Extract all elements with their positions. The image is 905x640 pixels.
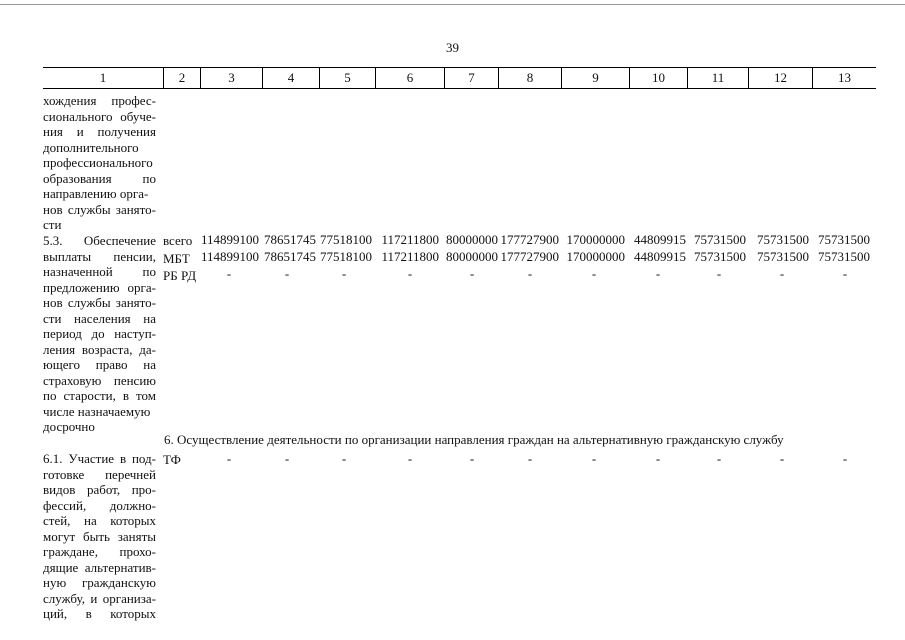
cell-dash: - (591, 451, 597, 466)
cell-dash: - (655, 451, 661, 466)
cell-dash: - (226, 451, 232, 466)
header-col-8: 8 (498, 68, 561, 88)
cell-dash: - (842, 266, 848, 281)
cell-dash: - (226, 266, 232, 281)
cell-dash: - (469, 451, 475, 466)
cell-dash: - (591, 266, 597, 281)
cell-value: 75731500 (757, 232, 809, 247)
cell-value: 177727900 (500, 232, 559, 247)
item-continued-text: хождения профес- сионального обуче- ния и получения дополнительного профессионального образования по направлению орга- нов службы занято- сти (43, 93, 156, 232)
cell-value: 114899100 (200, 232, 259, 247)
item-5-3-sources: всего МБТ РБ РД (163, 233, 197, 283)
cell-value: 170000000 (566, 249, 625, 264)
cell-value: 77518100 (320, 249, 372, 264)
header-col-7: 7 (444, 68, 498, 88)
cell-dash: - (341, 266, 347, 281)
header-col-10: 10 (629, 68, 687, 88)
cell-value: 117211800 (381, 232, 439, 247)
header-col-3: 3 (200, 68, 262, 88)
item-6-1-source: ТФ (163, 452, 181, 467)
cell-value: 77518100 (320, 232, 372, 247)
cell-value: 44809915 (634, 249, 686, 264)
cell-dash: - (716, 451, 722, 466)
cell-dash: - (527, 266, 533, 281)
cell-dash: - (284, 451, 290, 466)
header-col-5: 5 (319, 68, 375, 88)
header-col-11: 11 (687, 68, 748, 88)
header-col-6: 6 (375, 68, 444, 88)
cell-value: 75731500 (694, 232, 746, 247)
cell-dash: - (469, 266, 475, 281)
cell-value: 80000000 (446, 249, 498, 264)
cell-dash: - (407, 266, 413, 281)
cell-dash: - (842, 451, 848, 466)
cell-dash: - (527, 451, 533, 466)
table-header-row (43, 67, 876, 89)
item-5-3-text: 5.3. Обеспечение выплаты пенсии, назначенной по предложению орга- нов службы занято- сти населения на период до наступ- ления возраста, да- ющего право на страховую пенсию по старости, в том числе назначаемую досрочно (43, 233, 156, 434)
page-number: 39 (446, 40, 459, 55)
cell-dash: - (779, 266, 785, 281)
cell-value: 80000000 (446, 232, 498, 247)
cell-dash: - (284, 266, 290, 281)
header-col-1: 1 (99, 70, 107, 85)
cell-dash: - (407, 451, 413, 466)
cell-value: 170000000 (566, 232, 625, 247)
header-col-4: 4 (262, 68, 319, 88)
section-6-title: 6. Осуществление деятельности по организации направления граждан на альтернативную гражданскую службу (164, 432, 784, 447)
cell-value: 75731500 (757, 249, 809, 264)
scan-edge-line (0, 4, 905, 5)
cell-value: 117211800 (381, 249, 439, 264)
cell-value: 44809915 (634, 232, 686, 247)
header-col-13: 13 (812, 68, 876, 88)
cell-dash: - (341, 451, 347, 466)
cell-dash: - (655, 266, 661, 281)
header-col-2: 2 (163, 68, 200, 88)
cell-value: 75731500 (694, 249, 746, 264)
cell-value: 78651745 (264, 249, 316, 264)
cell-value: 177727900 (500, 249, 559, 264)
cell-dash: - (716, 266, 722, 281)
cell-value: 78651745 (264, 232, 316, 247)
item-6-1-text: 6.1. Участие в под- готовке перечней видов работ, про- фессий, должно- стей, на которых могут быть заняты граждане, прохо- дящие альтернатив- ную гражданскую службу, и организа- ций, в которых (43, 451, 156, 621)
header-col-12: 12 (748, 68, 812, 88)
cell-value: 114899100 (200, 249, 259, 264)
cell-value: 75731500 (818, 232, 870, 247)
cell-dash: - (779, 451, 785, 466)
header-col-9: 9 (561, 68, 629, 88)
cell-value: 75731500 (818, 249, 870, 264)
